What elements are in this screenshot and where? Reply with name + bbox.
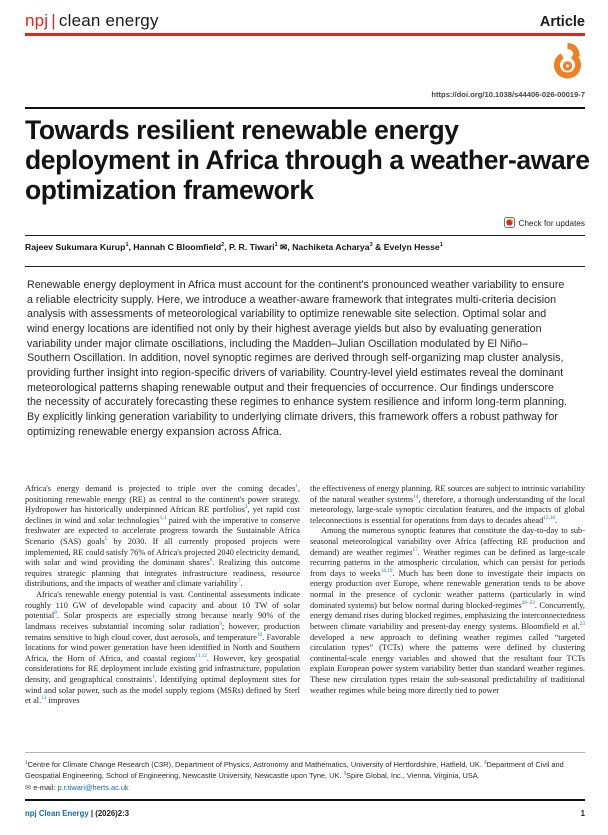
authors-line: Rajeev Sukumara Kurup$^1$, Hannah C Bloomfield$^2$, P. R. Tiwari$^1$ ✉, Nachiketa Acharya$^3$ & Evelyn Hesse$^1$: [25, 241, 443, 252]
body-paragraph: Africa's renewable energy potential is vast. Continental assessments indicate roughly 110 GW of developable wind capacity and about 10 TW of solar potential$^8$. Solar prospects are especially strong because nearly 90% of the landmass receives substantial incoming solar radiation$^9$; however, production remains sensitive to high cloud cover, dust aerosols, and temperature$^{10}$. Favorable locations for wind power generation have been identified in North and Southern Africa, the Horn of Africa, and coastal regions$^{11,12}$. However, key geospatial considerations for RE deployment include existing grid infrastructure, population density, and geographical constraints$^1$. Identifying optimal deployment sites for wind and solar power, such as the model supply regions (MSRs) defined by Sterl et al.$^{13}$ improves: [25, 590, 300, 706]
masthead: [25, 11, 585, 31]
footnote-block: [25, 759, 585, 794]
logo-npj-text: npj: [25, 11, 49, 30]
npj-journal-logo: [25, 11, 159, 31]
citation-text: | (2026)2:3: [90, 809, 130, 818]
article-body: [25, 484, 585, 747]
abstract-text: Renewable energy deployment in Africa must account for the continent's pronounced weather variability to ensure a reliable electricity supply. Here, we introduce a weather-aware framework that integrates multi-criteria decision analysis with assessments of meteorological variability to optimize renewable site selection. Optimal solar and wind energy locations are identified not only by their highest average yields but also by evaluating generation variability under major climate oscillations, including the Madden–Julian Oscillation modulated by El Niño–Southern Oscillation. In addition, novel synoptic regimes are derived through self-organizing map cluster analysis, providing further insight into region-specific drivers of variability. Country-level yield estimates reveal the dominant meteorological patterns shaping renewable output and their frequencies of occurrence. Our findings underscore the necessity of accurately forecasting these regimes to enhance system resilience and inform long-term planning. By explicitly linking generation variability to underlying climate drivers, this framework offers a robust pathway for optimizing renewable energy expansion across Africa.: [27, 279, 567, 438]
journal-name: npj Clean Energy: [25, 809, 89, 818]
crossmark-icon: [504, 217, 515, 230]
page-number: 1: [580, 809, 585, 818]
article-type-label: Article: [539, 14, 585, 30]
body-paragraph: Among the numerous synoptic features that constitute the day-to-day to sub-seasonal meteorological variability over Africa (affecting RE production and demand) are weather regimes$^{17}$. Weather regimes can be defined as large-scale recurring patterns in the atmospheric circulation, which can persist for periods from days to weeks$^{18,19}$. Much has been done to investigate their impacts on energy production over Europe, where renewable generation tends to be above normal in the presence of cyclonic weather patterns (particularly in wind dominated systems) but below normal during blocked-regimes$^{20-23}$. Concurrently, energy demand rises during blocked regimes, emphasizing the interconnectedness between climate variability and present-day energy systems. Bloomfield et al.$^{23}$ developed a new approach to defining weather regimes called “targeted circulation types” (TCTs) where the patterns were defined by clustering continental-scale energy variables and showed that the resultant four TCTs explain European power system variability better than standard weather regimes. These new circulation types retain the sub-seasonal predictability of traditional weather regimes while being more directly tied to power: [310, 526, 585, 695]
doi-link[interactable]: https://doi.org/10.1038/s44406-026-00019-7: [431, 90, 585, 99]
footnote-rule: [25, 752, 585, 753]
body-paragraph: the effectiveness of energy planning. RE sources are subject to intrinsic variability of the natural weather systems$^{14}$, therefore, a thorough understanding of the local meteorology, large-scale synoptic circulation features, and the impacts of global teleconnections is essential for operations from days to decades ahead$^{15,16}$.: [310, 484, 585, 525]
authors-rule-top: [25, 235, 585, 236]
envelope-icon: ✉: [25, 783, 32, 792]
corresponding-email-line: [25, 782, 585, 793]
check-for-updates-button[interactable]: [504, 217, 585, 230]
body-left-column: [25, 484, 300, 747]
article-title: Towards resilient renewable energy deployment in Africa through a weather-aware optimization framework: [25, 115, 590, 205]
email-link[interactable]: p.r.tiwari@herts.ac.uk: [57, 783, 129, 792]
open-access-icon: [552, 40, 583, 85]
masthead-rule: [25, 33, 585, 36]
email-label: e-mail:: [33, 783, 56, 792]
header-rule: [25, 107, 585, 109]
body-right-column: [310, 484, 585, 747]
abstract-rule-top: [25, 266, 585, 267]
journal-citation: [25, 809, 129, 818]
logo-journal-name: clean energy: [58, 11, 159, 30]
footer-rule: [25, 799, 585, 801]
body-paragraph: Africa's energy demand is projected to triple over the coming decades$^1$, positioning renewable energy (RE) as central to the continent's power strategy. Hydropower has historically underpinned African RE portfolios$^2$, yet rapid cost declines in wind and solar technologies$^{3,4}$ paired with the imperative to conserve freshwater are expected to accelerate progress towards the Sustainable Africa Scenario (SAS) goals$^5$ by 2030. If all currently proposed projects were implemented, RE could satisfy 76% of Africa's projected 2040 electricity demand, with solar and wind providing the dominant shares$^6$. Realizing this outcome requires strategic planning that integrates infrastructure readiness, resource distributions, and the impacts of weather and climate variability$^7$.: [25, 484, 301, 589]
logo-divider: |: [51, 11, 56, 30]
affiliations-text: $^1$Centre for Climate Change Research (C3R), Department of Physics, Astronomy and Mathematics, University of Hertfordshire, Hatfield, UK. $^2$Department of Civil and Geospatial Engineering, School of Engineering, Newcastle University, Newcastle upon Tyne, UK. $^3$Spire Global, Inc., Vienna, Virginia, USA.: [25, 759, 564, 780]
page-footer: [25, 809, 585, 818]
check-for-updates-label: Check for updates: [518, 219, 585, 228]
